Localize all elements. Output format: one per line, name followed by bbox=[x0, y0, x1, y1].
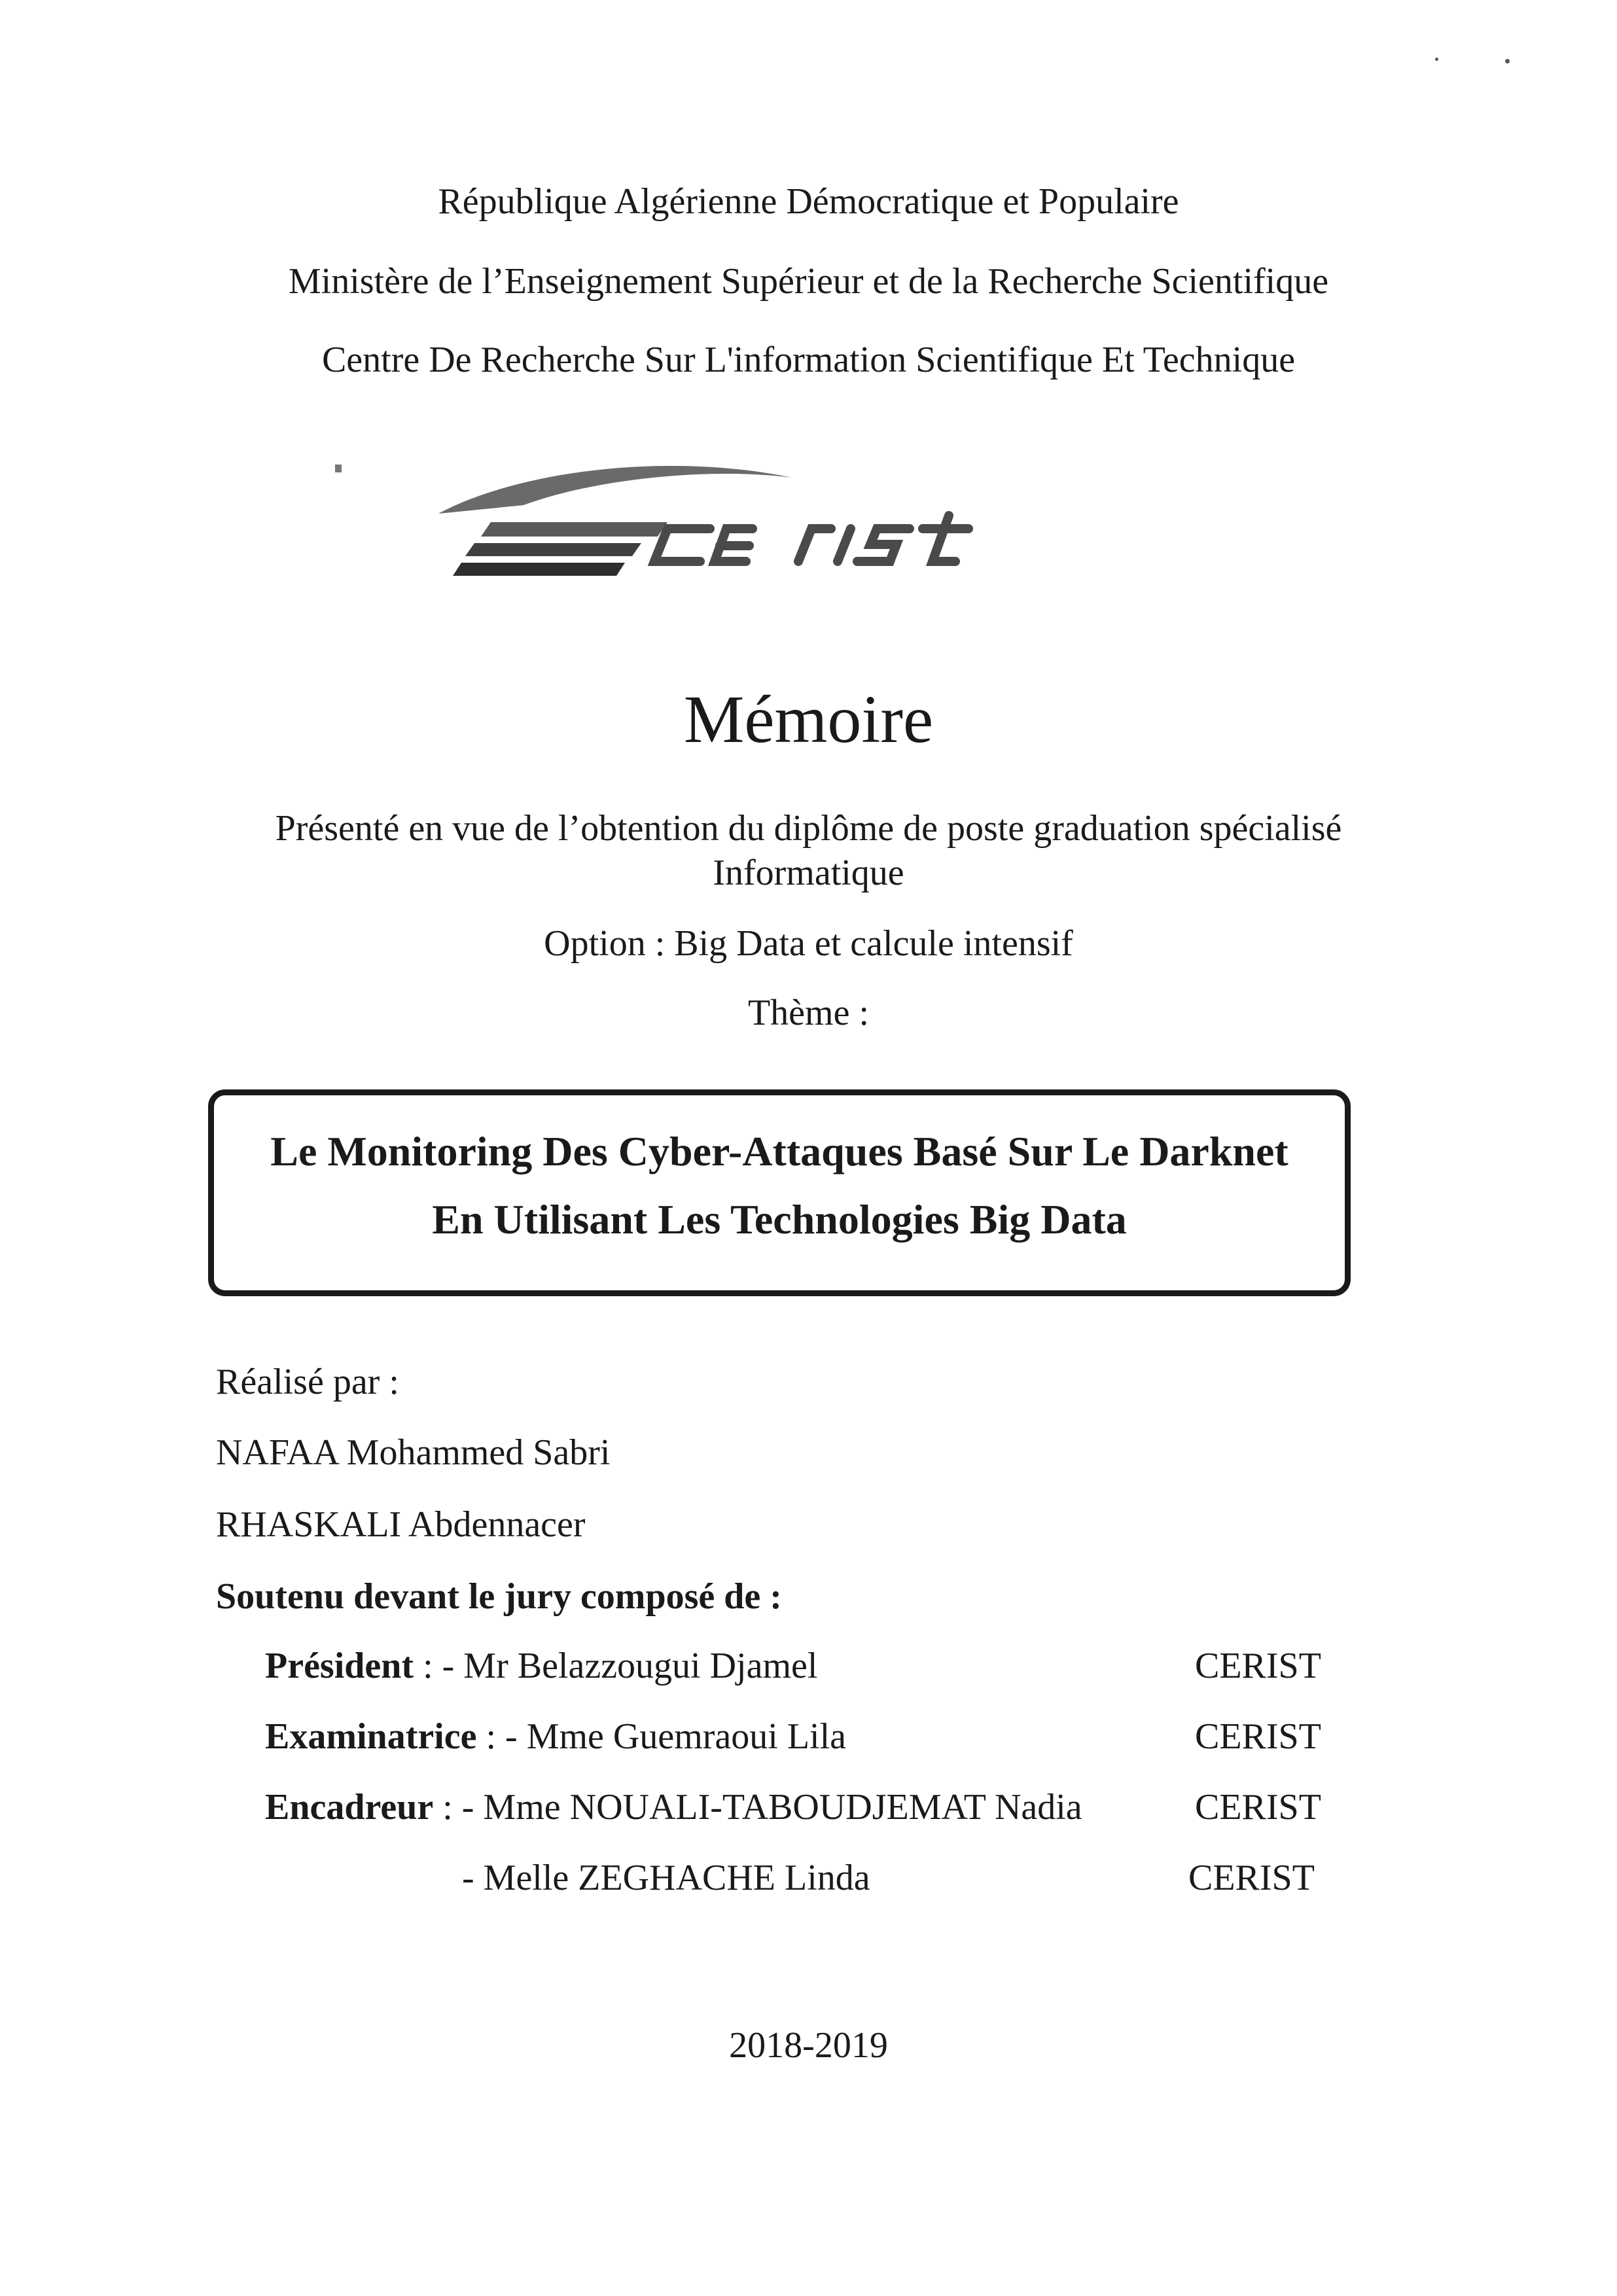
logo-wordmark bbox=[654, 516, 968, 561]
jury-role: Examinatrice bbox=[265, 1716, 477, 1757]
jury-role: Président bbox=[265, 1646, 414, 1686]
subtitle-option: Option : Big Data et calcule intensif bbox=[544, 923, 1073, 964]
authors-label: Réalisé par : bbox=[216, 1362, 399, 1402]
jury-member bbox=[265, 1784, 1082, 1831]
jury-role: Encadreur bbox=[265, 1787, 434, 1828]
thesis-title bbox=[208, 1118, 1351, 1254]
logo-swoosh bbox=[438, 466, 792, 514]
jury-name: - Mme Guemraoui Lila bbox=[505, 1716, 846, 1757]
logo-stripe bbox=[453, 563, 625, 576]
subtitle-diploma: Présenté en vue de l’obtention du diplôme de poste graduation spécialisé bbox=[275, 808, 1342, 849]
subtitle-field: Informatique bbox=[713, 853, 904, 893]
jury-name: - Mr Belazzougui Djamel bbox=[442, 1646, 818, 1686]
jury-org: CERIST bbox=[1195, 1787, 1321, 1828]
header-line-center: Centre De Recherche Sur L'information Scientifique Et Technique bbox=[321, 340, 1296, 380]
jury-separator: : bbox=[433, 1787, 462, 1828]
document-title: Mémoire bbox=[683, 682, 934, 757]
cerist-logo bbox=[327, 445, 1152, 595]
jury-member bbox=[265, 1642, 817, 1689]
jury-member bbox=[462, 1854, 870, 1901]
logo-dot bbox=[335, 465, 342, 472]
jury-name: - Mme NOUALI-TABOUDJEMAT Nadia bbox=[461, 1787, 1082, 1828]
jury-org: CERIST bbox=[1195, 1716, 1321, 1757]
theme-label: Thème : bbox=[747, 993, 870, 1033]
jury-org: CERIST bbox=[1195, 1646, 1321, 1686]
thesis-title-line-2: En Utilisant Les Technologies Big Data bbox=[432, 1196, 1127, 1243]
jury-name: - Melle ZEGHACHE Linda bbox=[462, 1858, 870, 1898]
scan-speck bbox=[1505, 59, 1510, 63]
header-line-republic: République Algérienne Démocratique et Populaire bbox=[438, 181, 1179, 222]
author-name: NAFAA Mohammed Sabri bbox=[216, 1432, 611, 1473]
logo-stripe bbox=[465, 543, 641, 556]
thesis-title-line-1: Le Monitoring Des Cyber-Attaques Basé Sur Le Darknet bbox=[270, 1128, 1288, 1174]
author-name: RHASKALI Abdennacer bbox=[216, 1504, 586, 1545]
jury-separator: : bbox=[414, 1646, 442, 1686]
academic-year: 2018-2019 bbox=[729, 2025, 888, 2066]
jury-separator: : bbox=[476, 1716, 506, 1757]
jury-member bbox=[265, 1713, 846, 1760]
header-line-ministry: Ministère de l’Enseignement Supérieur et de la Recherche Scientifique bbox=[288, 261, 1329, 302]
scan-speck bbox=[1435, 58, 1438, 61]
logo-stripe bbox=[481, 522, 667, 537]
jury-org: CERIST bbox=[1188, 1858, 1315, 1898]
jury-label: Soutenu devant le jury composé de : bbox=[216, 1576, 782, 1617]
